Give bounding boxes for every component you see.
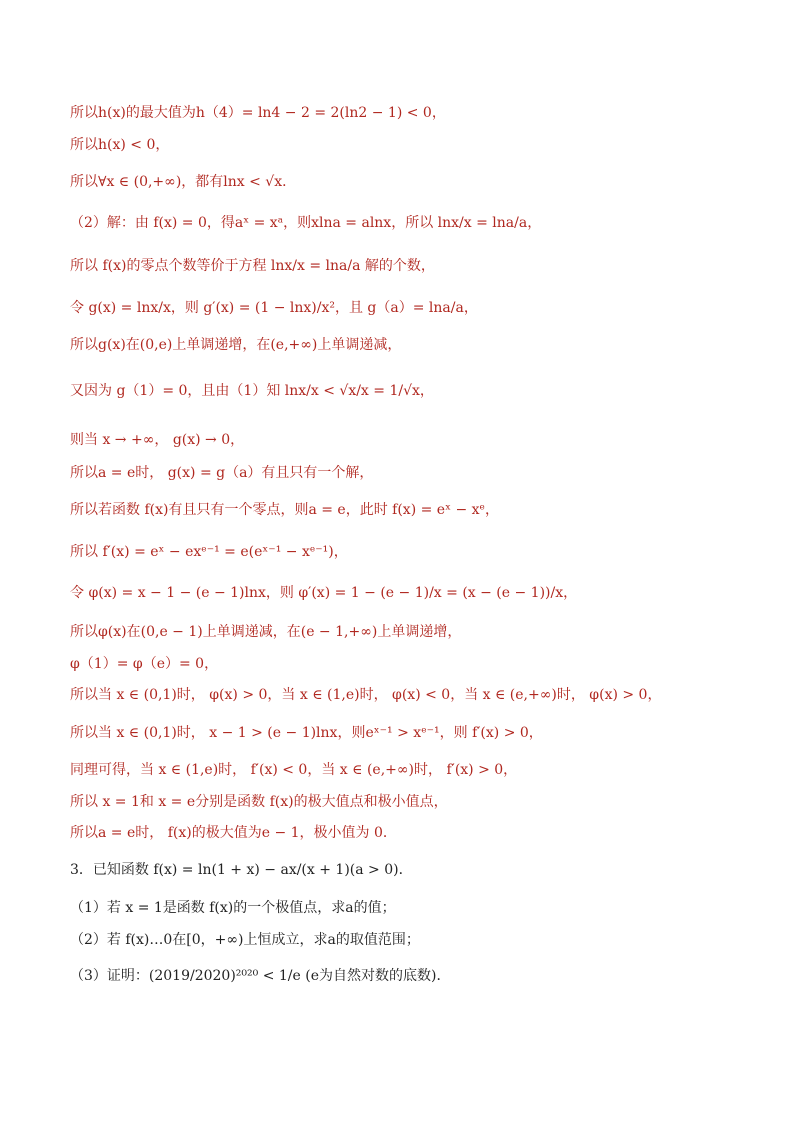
- text-line-9: 则当 x → +∞， g(x) → 0，: [70, 432, 245, 448]
- text-line-1: 所以h(x)的最大值为h（4）= ln4 − 2 = 2(ln2 − 1) < 0，: [70, 105, 446, 121]
- text-line-14: 所以φ(x)在(0,e − 1)上单调递减，在(e − 1,+∞)上单调递增，: [70, 624, 462, 640]
- text-line-12: 所以 f′(x) = eˣ − exᵉ⁻¹ = e(eˣ⁻¹ − xᵉ⁻¹)，: [70, 544, 348, 560]
- problem-3-part-1: （1）若 x = 1是函数 f(x)的一个极值点，求a的值；: [70, 900, 396, 916]
- text-line-8: 又因为 g（1）= 0，且由（1）知 lnx/x < √x/x = 1/√x，: [70, 383, 434, 399]
- text-line-16: 所以当 x ∈ (0,1)时， φ(x) > 0，当 x ∈ (1,e)时， φ(x) < 0，当 x ∈ (e,+∞)时， φ(x) > 0，: [70, 687, 662, 703]
- text-line-5: 所以 f(x)的零点个数等价于方程 lnx/x = lna/a 解的个数，: [70, 258, 435, 274]
- text-line-6: 令 g(x) = lnx/x，则 g′(x) = (1 − lnx)/x²，且 g（a）= lna/a，: [70, 300, 478, 316]
- text-line-2: 所以h(x) < 0，: [70, 137, 170, 153]
- text-line-15: φ（1）= φ（e）= 0，: [70, 656, 219, 672]
- text-line-7: 所以g(x)在(0,e)上单调递增，在(e,+∞)上单调递减，: [70, 337, 402, 353]
- text-line-18: 同理可得，当 x ∈ (1,e)时， f′(x) < 0，当 x ∈ (e,+∞)时， f′(x) > 0，: [70, 762, 518, 778]
- text-line-11: 所以若函数 f(x)有且只有一个零点，则a = e，此时 f(x) = eˣ − xᵉ，: [70, 502, 499, 518]
- text-line-17: 所以当 x ∈ (0,1)时， x − 1 > (e − 1)lnx，则eˣ⁻¹ > xᵉ⁻¹，则 f′(x) > 0，: [70, 725, 543, 741]
- problem-3-part-3: （3）证明：(2019/2020)²⁰²⁰ < 1/e (e为自然对数的底数)．: [70, 968, 451, 984]
- text-line-13: 令 φ(x) = x − 1 − (e − 1)lnx，则 φ′(x) = 1 − (e − 1)/x = (x − (e − 1))/x，: [70, 585, 578, 601]
- problem-3-statement: 3．已知函数 f(x) = ln(1 + x) − ax/(x + 1)(a > 0)．: [70, 862, 413, 878]
- text-line-10: 所以a = e时， g(x) = g（a）有且只有一个解，: [70, 465, 374, 481]
- text-line-19: 所以 x = 1和 x = e分别是函数 f(x)的极大值点和极小值点，: [70, 794, 448, 810]
- text-line-4: （2）解：由 f(x) = 0，得aˣ = xᵃ，则xlna = alnx，所以 lnx/x = lna/a，: [70, 215, 542, 231]
- text-line-3: 所以∀x ∈ (0,+∞)，都有lnx < √x．: [70, 174, 297, 190]
- text-line-20: 所以a = e时， f(x)的极大值为e − 1，极小值为 0．: [70, 825, 397, 841]
- problem-3-part-2: （2）若 f(x)…0在[0，+∞)上恒成立，求a的取值范围；: [70, 932, 420, 948]
